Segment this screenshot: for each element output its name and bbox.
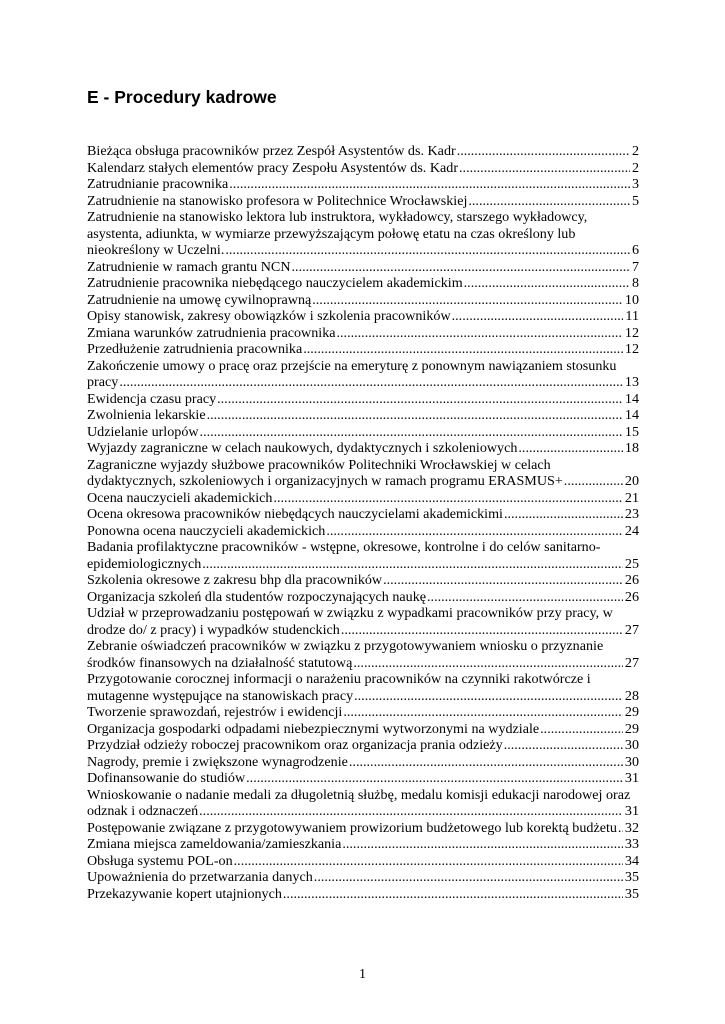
toc-entry-title[interactable]: Wnioskowanie o nadanie medali za długoletnią służbę, medalu komisji edukacji narodowej oraz odznak i odznaczeń [87, 786, 631, 819]
toc-dot-leader [201, 556, 639, 573]
toc-entry[interactable] [87, 721, 639, 738]
toc-dot-leader [272, 490, 639, 507]
toc-entry-title[interactable]: Zwolnienia lekarskie [87, 407, 206, 423]
toc-entry[interactable] [87, 539, 639, 572]
toc-entry[interactable] [87, 523, 639, 540]
toc-entry[interactable] [87, 259, 639, 276]
toc-dot-leader [456, 143, 639, 160]
toc-dot-leader [517, 440, 639, 457]
toc-page-number[interactable]: 32 [624, 819, 639, 836]
toc-dot-leader [458, 160, 639, 177]
toc-dot-leader [206, 407, 639, 424]
toc-page-number[interactable]: 14 [624, 390, 639, 407]
toc-entry[interactable] [87, 853, 639, 870]
toc-entry[interactable] [87, 704, 639, 721]
toc-dot-leader [503, 737, 639, 754]
toc-entry-title[interactable]: Ponowna ocena nauczycieli akademickich [87, 522, 326, 539]
toc-dot-leader [224, 242, 639, 259]
toc-page-number[interactable]: 20 [624, 473, 639, 489]
toc-dot-leader [336, 325, 640, 342]
toc-entry[interactable] [87, 407, 639, 424]
toc-entry-title[interactable]: Tworzenie sprawozdań, rejestrów i ewidencji [87, 704, 343, 720]
toc-dot-leader [245, 770, 639, 787]
toc-dot-leader [451, 308, 639, 325]
toc-entry-title[interactable]: Przydział odzieży roboczej pracownikom oraz organizacja prania odzieży [87, 737, 503, 753]
toc-page-number[interactable]: 11 [625, 308, 639, 324]
toc-entry-title[interactable]: Zebranie oświadczeń pracowników w związku z przygotowywaniem wniosku o przyznanie środków finansowych na działalność statutową [87, 638, 604, 671]
toc-entry[interactable] [87, 869, 639, 886]
toc-entry-title[interactable]: Obsługa systemu POL-on [87, 852, 233, 869]
toc-entry[interactable] [87, 886, 639, 903]
toc-page-number[interactable]: 35 [624, 885, 639, 902]
toc-page-number[interactable]: 35 [624, 869, 639, 885]
toc-page-number[interactable]: 30 [624, 753, 639, 770]
toc-page-number[interactable]: 13 [624, 374, 639, 390]
toc-entry-title[interactable]: Zakończenie umowy o pracę oraz przejście na emeryturę z ponownym nawiązaniem stosunku pracy [87, 357, 617, 390]
toc-entry[interactable] [87, 209, 639, 259]
toc-entry-title[interactable]: Upoważnienia do przetwarzania danych [87, 869, 313, 885]
toc-entry[interactable] [87, 638, 639, 671]
toc-dot-leader [198, 803, 639, 820]
toc-entry-title[interactable]: Postępowanie związane z przygotowywaniem prowizorium budżetowego lub korektą budżetu [87, 819, 617, 836]
toc-dot-leader [341, 836, 639, 853]
toc-entry[interactable] [87, 325, 639, 342]
toc-dot-leader [233, 853, 639, 870]
toc-entry-title[interactable]: Zatrudnienie na stanowisko lektora lub instruktora, wykładowcy, starszego wykładowcy, asystenta, adiunkta, w wymiarze przewyższającym połowę etatu na czas określony lub nieokreślony w Uczelni. [87, 209, 588, 258]
toc-page-number[interactable]: 15 [624, 423, 639, 440]
toc-entry[interactable] [87, 754, 639, 771]
toc-dot-leader [348, 754, 639, 771]
toc-entry-title[interactable]: Organizacja szkoleń dla studentów rozpoczynających naukę [87, 588, 427, 605]
toc-entry[interactable] [87, 358, 639, 391]
toc-entry-title[interactable]: Opisy stanowisk, zakresy obowiązków i szkolenia pracowników [87, 308, 451, 324]
toc-entry-title[interactable]: Ocena nauczycieli akademickich [87, 489, 273, 506]
toc-entry[interactable] [87, 424, 639, 441]
toc-entry-title[interactable]: Wyjazdy zagraniczne w celach naukowych, dydaktycznych i szkoleniowych [87, 440, 518, 456]
toc-entry-title[interactable]: Zatrudnianie pracownika [87, 176, 229, 192]
toc-entry[interactable] [87, 787, 639, 820]
toc-entry-title[interactable]: Organizacja gospodarki odpadami niebezpiecznymi wytworzonymi na wydziale [87, 720, 540, 737]
toc-dot-leader [352, 655, 639, 672]
toc-page-number[interactable]: 2 [631, 159, 639, 176]
toc-page-number[interactable]: 24 [624, 522, 639, 539]
toc-entry-title[interactable]: Udział w przeprowadzaniu postępowań w związku z wypadkami pracowników przy pracy, w drodze do/ z pracy) i wypadków studenckich [87, 605, 613, 638]
toc-dot-leader [311, 292, 639, 309]
toc-page-number[interactable]: 3 [631, 176, 639, 192]
toc-page-number[interactable]: 26 [624, 588, 639, 605]
toc-entry-title[interactable]: Nagrody, premie i zwiększone wynagrodzenie [87, 753, 348, 770]
toc-entry[interactable] [87, 490, 639, 507]
toc-dot-leader [313, 869, 639, 886]
toc-page-number[interactable]: 18 [624, 440, 639, 456]
toc-page-number[interactable]: 29 [624, 720, 639, 737]
toc-entry[interactable] [87, 160, 639, 177]
toc-dot-leader [342, 704, 639, 721]
toc-entry[interactable] [87, 275, 639, 292]
toc-entry-title[interactable]: Zatrudnienie pracownika niebędącego nauczycielem akademickim [87, 275, 463, 291]
toc-dot-leader [382, 572, 639, 589]
toc-entry[interactable] [87, 506, 639, 523]
toc-entry[interactable] [87, 605, 639, 638]
toc-page-number[interactable]: 12 [624, 324, 639, 341]
toc-entry[interactable] [87, 457, 639, 490]
toc-entry-title[interactable]: Zatrudnienie na stanowisko profesora w Politechnice Wrocławskiej [87, 192, 468, 209]
toc-page-number[interactable]: 26 [624, 572, 639, 588]
toc-page-number[interactable]: 30 [624, 737, 639, 753]
toc-entry[interactable] [87, 341, 639, 358]
toc-entry-title[interactable]: Zatrudnienie na umowę cywilnoprawną [87, 291, 312, 308]
toc-dot-leader [463, 275, 639, 292]
toc-entry[interactable] [87, 440, 639, 457]
page-number: 1 [358, 966, 367, 982]
toc-page-number[interactable]: 28 [624, 687, 639, 704]
toc-page-number[interactable]: 27 [624, 621, 639, 638]
toc-entry[interactable] [87, 589, 639, 606]
toc-entry[interactable] [87, 391, 639, 408]
toc-dot-leader [282, 886, 639, 903]
toc-entry-title[interactable]: Przekazywanie kopert utajnionych [87, 885, 282, 902]
toc-entry-title[interactable]: Zatrudnienie w ramach grantu NCN [87, 258, 291, 275]
toc-dot-leader [302, 341, 639, 358]
toc-entry[interactable] [87, 770, 639, 787]
toc-entry-title[interactable]: Kalendarz stałych elementów pracy Zespołu Asystentów ds. Kadr [87, 159, 459, 176]
toc-page-number[interactable]: 5 [631, 192, 639, 209]
toc-dot-leader [199, 424, 639, 441]
toc-entry[interactable] [87, 308, 639, 325]
toc-page-number[interactable]: 2 [631, 143, 639, 159]
toc-entry-title[interactable]: Zagraniczne wyjazdy służbowe pracowników Politechniki Wrocławskiej w celach dydaktycznych, szkoleniowych i organizacyjnych w ramach programu ERASMUS+ [87, 456, 563, 489]
toc-entry-title[interactable]: Przygotowanie corocznej informacji o narażeniu pracowników na czynniki rakotwórcze i mutagenne występujące na stanowiskach pracy [87, 671, 591, 704]
toc-dot-leader [228, 176, 639, 193]
toc-dot-leader [216, 391, 639, 408]
toc-entry[interactable] [87, 193, 639, 210]
toc-entry-title[interactable]: Dofinansowanie do studiów [87, 770, 246, 786]
toc-dot-leader [467, 193, 639, 210]
toc-entry-title[interactable]: Szkolenia okresowe z zakresu bhp dla pracowników [87, 572, 383, 588]
toc-entry[interactable] [87, 836, 639, 853]
page-title: E - Procedury kadrowe [87, 87, 277, 107]
toc-page-number[interactable]: 25 [624, 555, 639, 572]
toc-page-number[interactable]: 27 [624, 654, 639, 671]
toc-dot-leader [118, 374, 639, 391]
toc-page-number[interactable]: 31 [624, 803, 639, 819]
toc-dot-leader [340, 622, 639, 639]
toc-dot-leader [325, 523, 639, 540]
toc-page-number[interactable]: 7 [631, 258, 639, 275]
toc-entry-title[interactable]: Ewidencja czasu pracy [87, 390, 217, 407]
toc-page-number[interactable]: 29 [624, 704, 639, 720]
toc-entry-title[interactable]: Udzielanie urlopów [87, 423, 199, 440]
toc-dot-leader [426, 589, 639, 606]
toc-entry[interactable] [87, 572, 639, 589]
toc-page-number[interactable]: 31 [624, 770, 639, 786]
toc-page-number[interactable]: 14 [624, 407, 639, 423]
toc-dot-leader [353, 688, 639, 705]
toc-dot-leader [291, 259, 639, 276]
toc-entry-title[interactable]: Przedłużenie zatrudnienia pracownika [87, 341, 303, 357]
toc-entry[interactable] [87, 176, 639, 193]
toc-entry-title[interactable]: Ocena okresowa pracowników niebędących nauczycielami akademickimi [87, 506, 503, 522]
toc-entry[interactable] [87, 820, 639, 837]
toc-entry[interactable] [87, 292, 639, 309]
toc-page-number[interactable]: 21 [624, 489, 639, 506]
toc-page-number[interactable]: 8 [631, 275, 639, 291]
toc-entry-title[interactable]: Zmiana warunków zatrudnienia pracownika [87, 324, 336, 341]
toc-entry[interactable] [87, 671, 639, 704]
toc-entry-title[interactable]: Bieżąca obsługa pracowników przez Zespół Asystentów ds. Kadr [87, 143, 456, 159]
toc-page-number[interactable]: 12 [624, 341, 639, 357]
toc-entry-title[interactable]: Zmiana miejsca zameldowania/zamieszkania [87, 836, 342, 852]
toc-entry[interactable] [87, 737, 639, 754]
toc-page-number[interactable]: 6 [631, 242, 639, 258]
toc-page-number[interactable]: 23 [624, 506, 639, 522]
toc-page-number[interactable]: 34 [624, 852, 639, 869]
toc-dot-leader [503, 506, 639, 523]
table-of-contents [87, 143, 639, 902]
toc-page-number[interactable]: 10 [624, 291, 639, 308]
toc-entry-title[interactable]: Badania profilaktyczne pracowników - wstępne, okresowe, kontrolne i do celów sanitarno-epidemiologicznych [87, 539, 601, 572]
toc-page-number[interactable]: 33 [624, 836, 639, 852]
toc-entry[interactable] [87, 143, 639, 160]
